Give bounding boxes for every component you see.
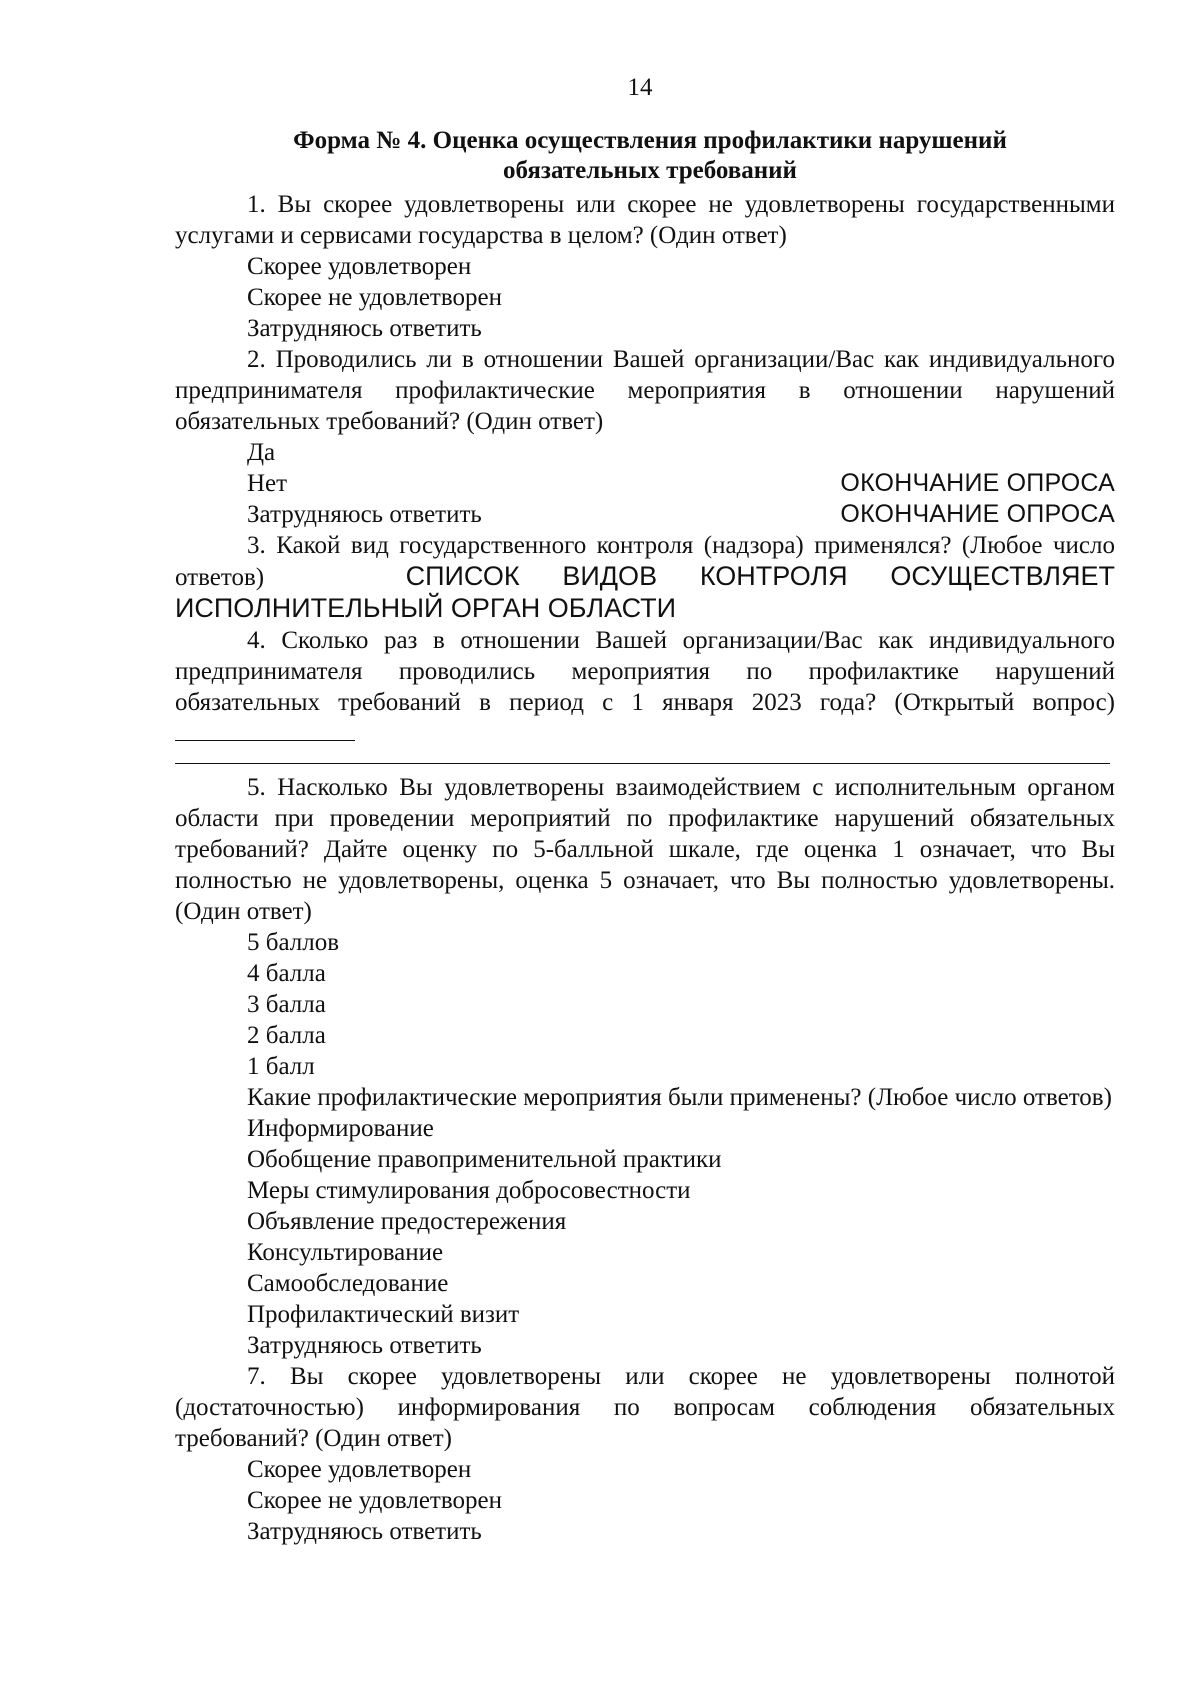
q7-option: Скорее удовлетворен <box>247 1456 472 1483</box>
q7-option: Затрудняюсь ответить <box>247 1518 482 1545</box>
q6-option: Консультирование <box>247 1239 444 1266</box>
question-1: 1. Вы скорее удовлетворены или скорее не удовлетворены государственными услугами и сервисами государства в целом? (Один ответ) <box>175 191 1115 249</box>
q1-option: Скорее удовлетворен <box>247 253 472 280</box>
q6-option: Затрудняюсь ответить <box>247 1332 482 1359</box>
q2-option-unsure-row <box>175 499 1115 530</box>
q6-option: Объявление предостережения <box>247 1208 567 1235</box>
q5-option: 1 балл <box>247 1053 315 1080</box>
q6-option: Информирование <box>247 1115 434 1142</box>
q5-option: 3 балла <box>247 991 326 1018</box>
q6-option: Профилактический визит <box>247 1301 520 1328</box>
q2-option-no: Нет <box>247 470 288 497</box>
answer-blank-line[interactable] <box>175 722 355 741</box>
q5-option: 5 баллов <box>247 929 340 956</box>
q5-option: 4 балла <box>247 960 326 987</box>
q1-option: Скорее не удовлетворен <box>247 284 502 311</box>
q1-option: Затрудняюсь ответить <box>247 315 482 342</box>
question-5: 5. Насколько Вы удовлетворены взаимодействием с исполнительным органом области при проведении мероприятий по профилактике нарушений обязательных требований? Дайте оценку по 5-балльной шкале, где оценка 1 означает, что Вы полностью не удовлетворены, оценка 5 означает, что Вы полностью удовлетворены. (Один ответ) <box>175 774 1115 925</box>
q7-option: Скорее не удовлетворен <box>247 1487 502 1514</box>
form-title-line-2: обязательных требований <box>503 157 797 184</box>
page-number: 14 <box>627 74 653 101</box>
form-title <box>175 126 1125 186</box>
q6-option: Меры стимулирования добросовестности <box>247 1177 691 1204</box>
q2-end-survey-note: ОКОНЧАНИЕ ОПРОСА <box>840 469 1115 497</box>
q2-option-no-row <box>175 468 1115 499</box>
form-title-line-1: Форма № 4. Оценка осуществления профилактики нарушений <box>293 127 1007 154</box>
questionnaire-body <box>175 189 1115 1547</box>
question-4-text: 4. Сколько раз в отношении Вашей организации/Вас как индивидуального предпринимателя проводились мероприятия по профилактике нарушений обязательных требований в период с 1 января 2023 года? (Открытый вопрос) <box>175 627 1115 716</box>
q2-end-survey-note: ОКОНЧАНИЕ ОПРОСА <box>840 500 1115 528</box>
question-3 <box>175 530 1115 625</box>
question-7: 7. Вы скорее удовлетворены или скорее не удовлетворены полнотой (достаточностью) информирования по вопросам соблюдения обязательных требований? (Один ответ) <box>175 1363 1115 1452</box>
question-6: Какие профилактические мероприятия были применены? (Любое число ответов) <box>247 1084 1112 1111</box>
question-3-text: 3. Какой вид государственного контроля (надзора) применялся? (Любое число ответов) <box>175 532 1115 591</box>
question-4 <box>175 625 1115 749</box>
q2-option-unsure: Затрудняюсь ответить <box>247 501 482 528</box>
question-2: 2. Проводились ли в отношении Вашей организации/Вас как индивидуального предпринимателя профилактические мероприятия в отношении нарушений обязательных требований? (Один ответ) <box>175 346 1115 435</box>
q6-option: Обобщение правоприменительной практики <box>247 1146 722 1173</box>
answer-line[interactable] <box>175 749 1110 764</box>
q2-option-yes: Да <box>247 439 276 466</box>
q6-option: Самообследование <box>247 1270 449 1297</box>
question-3-note: СПИСОК ВИДОВ КОНТРОЛЯ ОСУЩЕСТВЛЯЕТ ИСПОЛНИТЕЛЬНЫЙ ОРГАН ОБЛАСТИ <box>175 561 1115 623</box>
q5-option: 2 балла <box>247 1022 326 1049</box>
